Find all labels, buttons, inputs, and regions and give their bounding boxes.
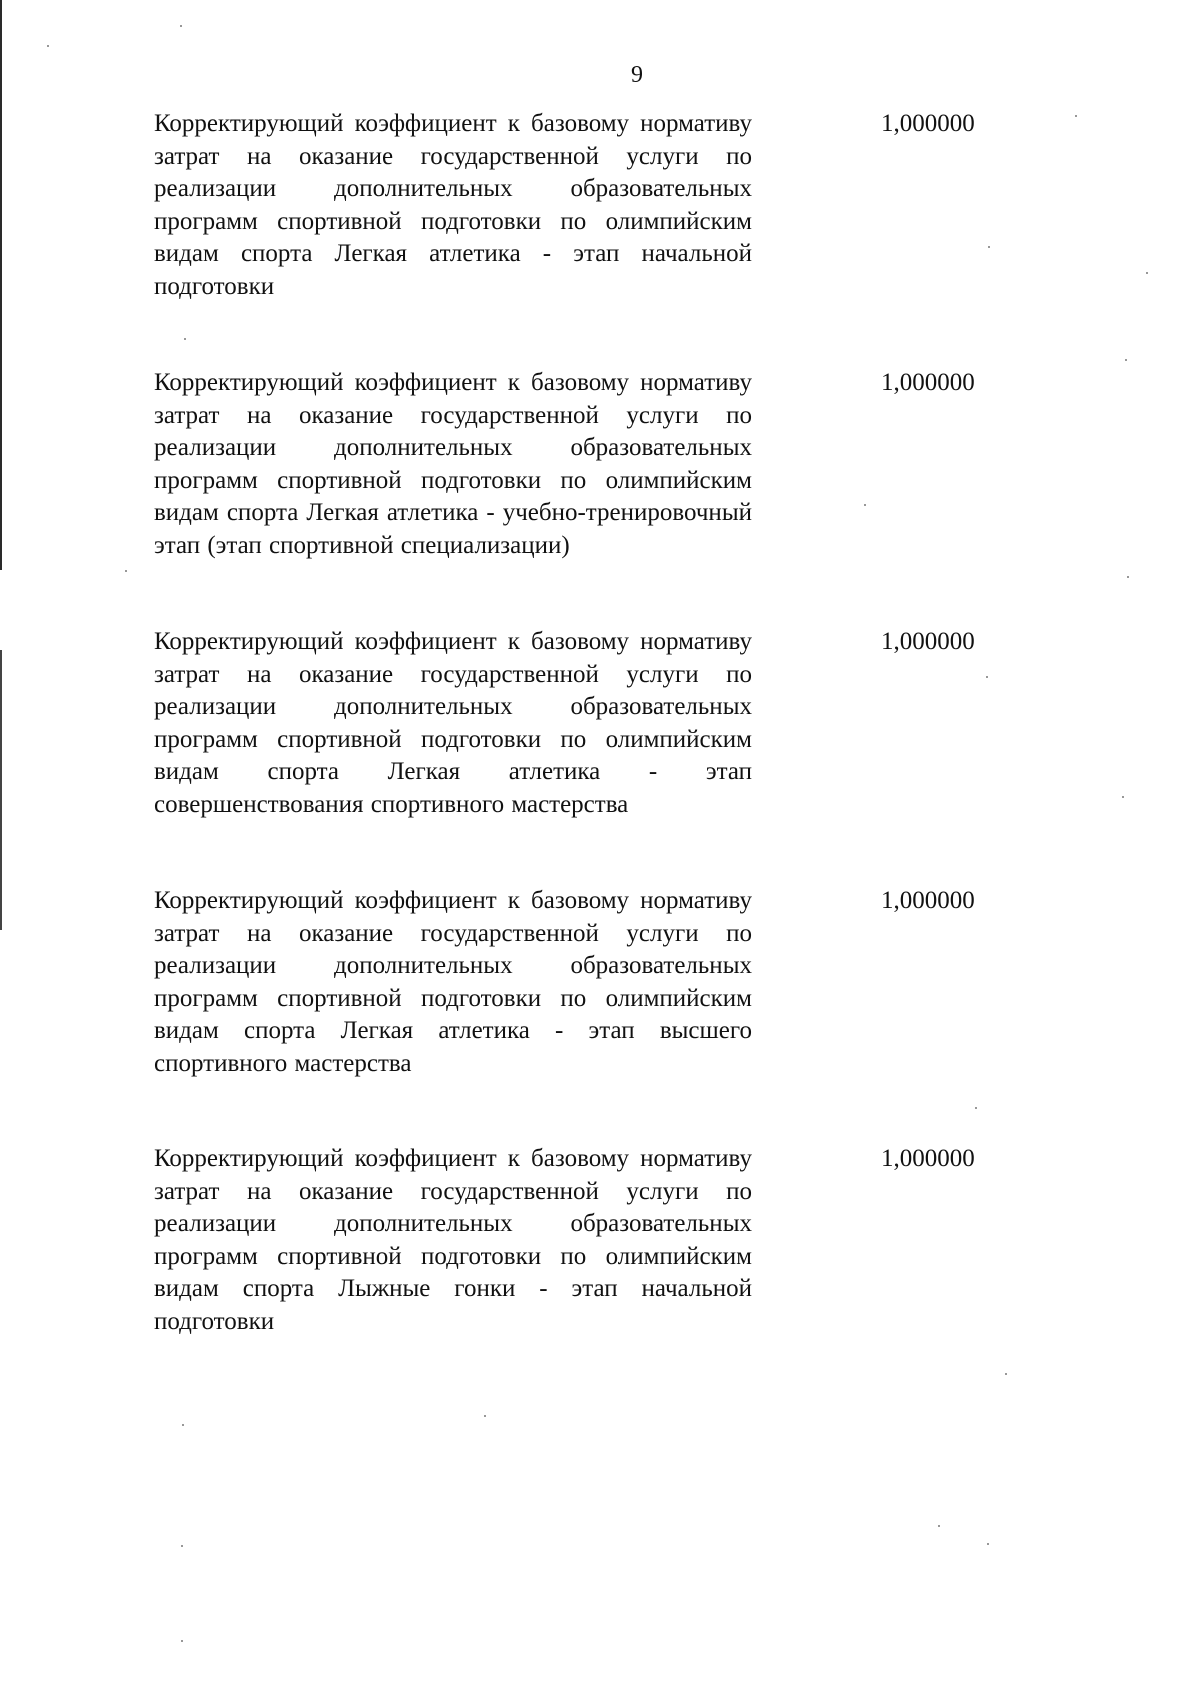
coefficient-description: Корректирующий коэффициент к базовому нормативу затрат на оказание государственной услуги по реализации дополнительных образовательных программ спортивной подготовки по олимпийским видам спорта Легкая атлетика - учебно-тренировочный этап (этап спортивной специализации) [154,369,752,559]
scan-speck [1146,272,1148,274]
coefficient-value: 1,000000 [881,369,975,396]
scan-speck [182,1424,184,1426]
scan-speck [184,338,186,340]
coefficient-value: 1,000000 [881,628,975,655]
coefficient-description: Корректирующий коэффициент к базовому нормативу затрат на оказание государственной услуги по реализации дополнительных образовательных программ спортивной подготовки по олимпийским видам спорта Легкая атлетика - этап начальной подготовки [154,110,752,300]
scan-speck [181,1640,183,1642]
scan-speck [988,246,990,248]
coefficient-entry-3 [154,626,1004,821]
scan-speck [47,45,49,47]
scan-speck [181,1545,183,1547]
scan-speck [125,570,127,572]
scan-speck [986,676,988,678]
coefficient-entry-5 [154,1143,1004,1338]
scan-speck [1122,796,1124,798]
scan-speck [1005,1373,1007,1375]
coefficient-description: Корректирующий коэффициент к базовому нормативу затрат на оказание государственной услуги по реализации дополнительных образовательных программ спортивной подготовки по олимпийским видам спорта Лыжные гонки - этап начальной подготовки [154,1145,752,1335]
scan-edge-line-lower [0,650,2,930]
scan-speck [1127,576,1129,578]
coefficient-entry-1 [154,108,1004,303]
coefficient-value: 1,000000 [881,887,975,914]
scan-speck [975,1107,977,1109]
scan-speck [938,1525,940,1527]
coefficient-description: Корректирующий коэффициент к базовому нормативу затрат на оказание государственной услуги по реализации дополнительных образовательных программ спортивной подготовки по олимпийским видам спорта Легкая атлетика - этап совершенствования спортивного мастерства [154,628,752,818]
coefficient-value: 1,000000 [881,110,975,137]
scan-speck [1075,115,1077,117]
scan-edge-line [0,0,2,570]
scan-speck [484,1415,486,1417]
coefficient-value: 1,000000 [881,1145,975,1172]
coefficient-entry-4 [154,885,1004,1080]
coefficient-description: Корректирующий коэффициент к базовому нормативу затрат на оказание государственной услуги по реализации дополнительных образовательных программ спортивной подготовки по олимпийским видам спорта Легкая атлетика - этап высшего спортивного мастерства [154,887,752,1077]
scan-speck [180,25,182,27]
coefficient-entry-2 [154,367,1004,562]
scan-speck [864,504,866,506]
scan-speck [987,1543,989,1545]
page-number: 9 [631,62,643,88]
scan-speck [1125,359,1127,361]
